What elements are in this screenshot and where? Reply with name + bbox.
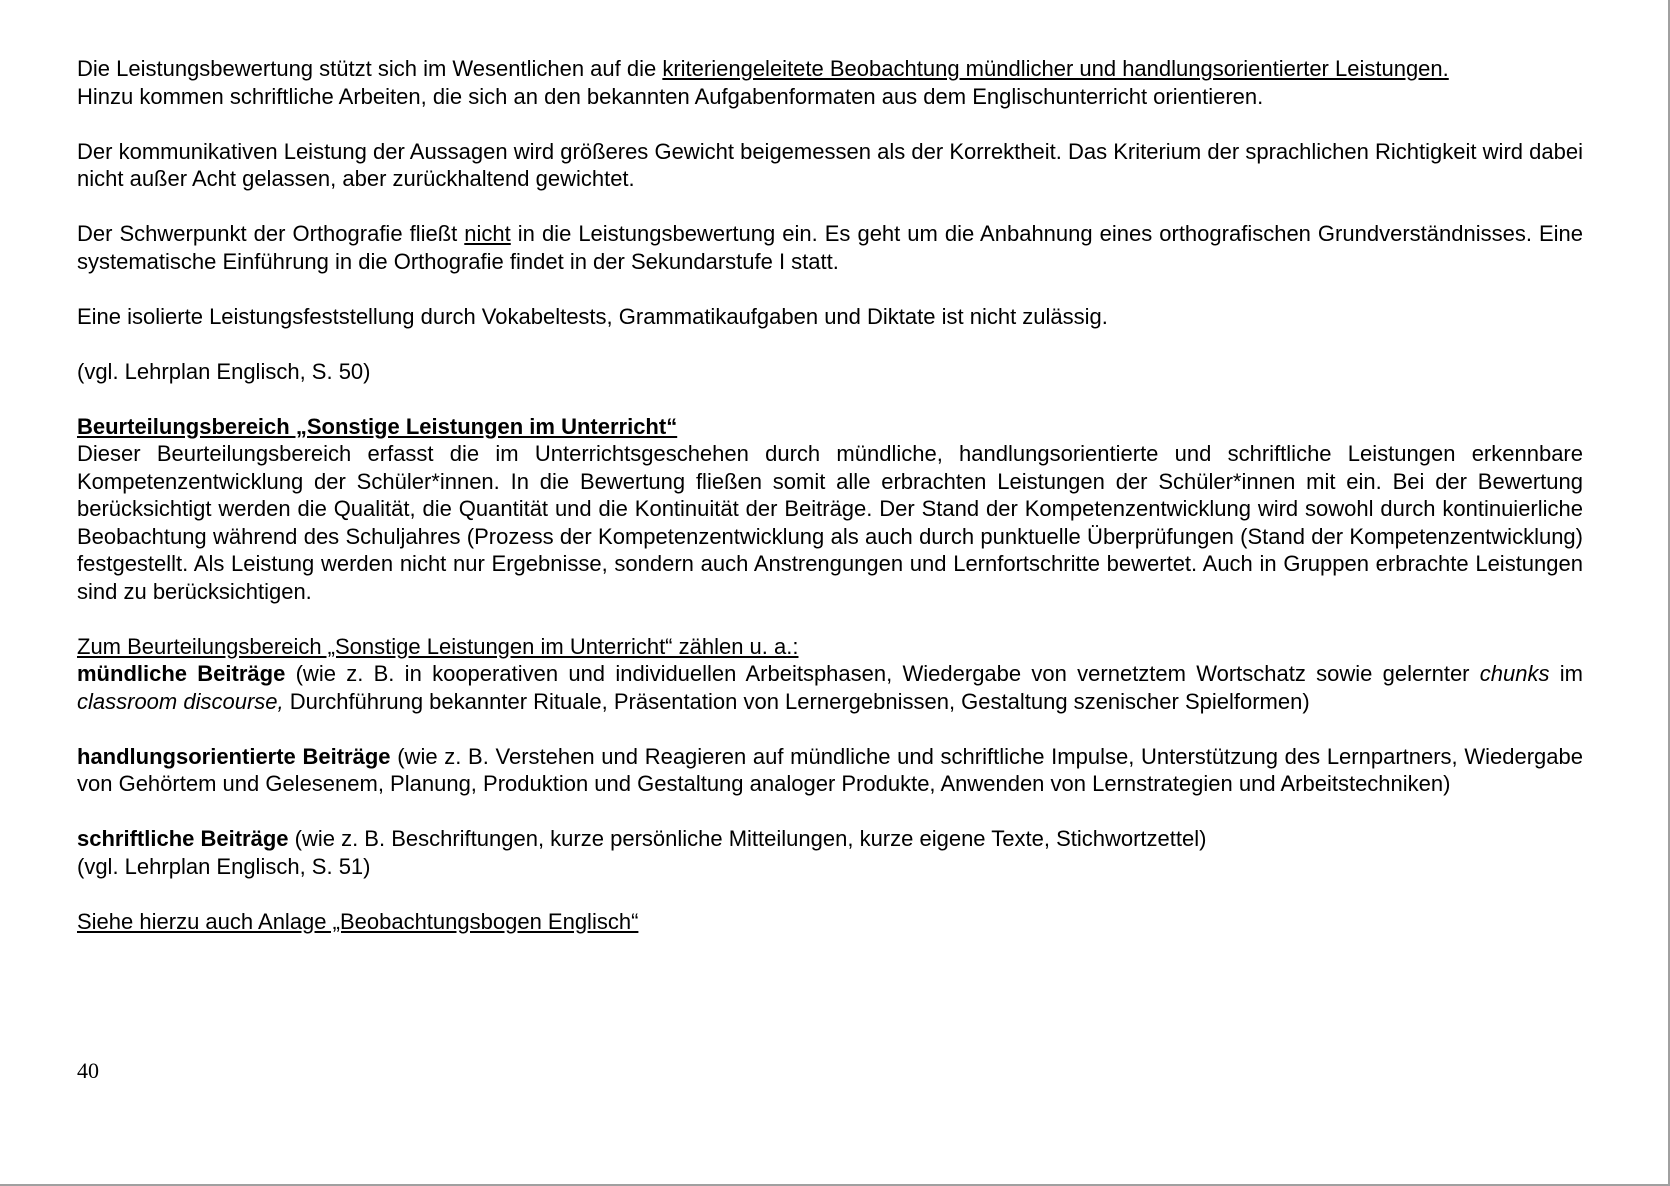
underlined-criteria-text: kriteriengeleitete Beobachtung mündlicher und handlungsorientierter Leistungen. xyxy=(662,56,1449,81)
reference-lehrplan-50: (vgl. Lehrplan Englisch, S. 50) xyxy=(77,358,371,384)
action-contributions-label: handlungsorientierte Beiträge xyxy=(77,743,391,769)
oral-contributions-text-1: (wie z. B. in kooperativen und individuellen Arbeitsphasen, Wiedergabe von vernetztem Wortschatz sowie gelernter xyxy=(285,661,1480,686)
list-intro: Zum Beurteilungsbereich „Sonstige Leistungen im Unterricht“ zählen u. a.: xyxy=(77,633,799,659)
written-contributions-text: (wie z. B. Beschriftungen, kurze persönliche Mitteilungen, kurze eigene Texte, Stichwortzettel) xyxy=(288,826,1207,851)
paragraph-orthography xyxy=(77,220,1583,275)
paragraph-assessment-basis xyxy=(77,55,1583,110)
orthography-lead: Der Schwerpunkt der Orthografie fließt xyxy=(77,221,465,246)
see-also-note xyxy=(77,908,1583,936)
paragraph-assessment-rest: Hinzu kommen schriftliche Arbeiten, die sich an den bekannten Aufgabenformaten aus dem Englischunterricht orientieren. xyxy=(77,83,1264,109)
action-contributions-block xyxy=(77,743,1583,798)
oral-contributions-text-3: Durchführung bekannter Rituale, Präsentation von Lernergebnissen, Gestaltung szenischer Spielformen) xyxy=(283,688,1310,714)
written-contributions-label: schriftliche Beiträge xyxy=(77,826,289,851)
written-contributions-block xyxy=(77,825,1583,880)
section-body: Dieser Beurteilungsbereich erfasst die im Unterrichtsgeschehen durch mündliche, handlungsorientierte und schriftliche Leistungen erkennbare Kompetenzentwicklung der Schüler*innen. In die Bewertung fließen somit alle erbrachten Leistungen der Schüler*innen mit ein. Bei der Bewertung berücksichtigt werden die Qualität, die Quantität und die Kontinuität der Beiträge. Der Stand der Kompetenzentwicklung wird sowohl durch kontinuierliche Beobachtung während des Schuljahres (Prozess der Kompetenzentwicklung als auch durch punktuelle Überprüfungen (Stand der Kompetenzentwicklung) festgestellt. Als Leistung werden nicht nur Ergebnisse, sondern auch Anstrengungen und Lernfortschritte bewertet. Auch in Gruppen erbrachte Leistungen sind zu berücksichtigen. xyxy=(77,441,1583,604)
oral-contributions-text-2: im xyxy=(1549,661,1584,686)
oral-italic-chunks: chunks xyxy=(1479,661,1550,686)
orthography-rest: in die Leistungsbewertung ein. Es geht um die Anbahnung eines orthografischen Grundverständnisses. Eine systematische Einführung in die Orthografie findet in der Sekundarstufe I statt. xyxy=(77,221,1583,274)
paragraph-isolated-assessment: Eine isolierte Leistungsfeststellung durch Vokabeltests, Grammatikaufgaben und Diktate ist nicht zulässig. xyxy=(77,303,1108,329)
paragraph-assessment-lead: Die Leistungsbewertung stützt sich im Wesentlichen auf die xyxy=(77,56,663,81)
section-heading: Beurteilungsbereich „Sonstige Leistungen im Unterricht“ xyxy=(77,413,678,439)
page-number: 40 xyxy=(77,1058,99,1083)
oral-contributions-block xyxy=(77,633,1583,716)
oral-contributions-label: mündliche Beiträge xyxy=(77,661,286,686)
action-contributions-text: (wie z. B. Verstehen und Reagieren auf mündliche und schriftliche Impulse, Unterstützung des Lernpartners, Wiedergabe von Gehörtem und Gelesenem, Planung, Produktion und Gestaltung analoger Produkte, Anwenden von Lernstrategien und Arbeitstechniken) xyxy=(77,743,1583,796)
page-content xyxy=(77,55,1583,935)
oral-italic-classroom-discourse: classroom discourse, xyxy=(77,688,284,714)
see-also-text: Siehe hierzu auch Anlage „Beobachtungsbogen Englisch“ xyxy=(77,908,639,934)
paragraph-communication-weight: Der kommunikativen Leistung der Aussagen wird größeres Gewicht beigemessen als der Korrektheit. Das Kriterium der sprachlichen Richtigkeit wird dabei nicht außer Acht gelassen, aber zurückhaltend gewichtet. xyxy=(77,138,1583,191)
reference-lehrplan-51: (vgl. Lehrplan Englisch, S. 51) xyxy=(77,853,371,879)
section-other-performance xyxy=(77,413,1583,606)
underlined-nicht: nicht xyxy=(464,221,511,246)
